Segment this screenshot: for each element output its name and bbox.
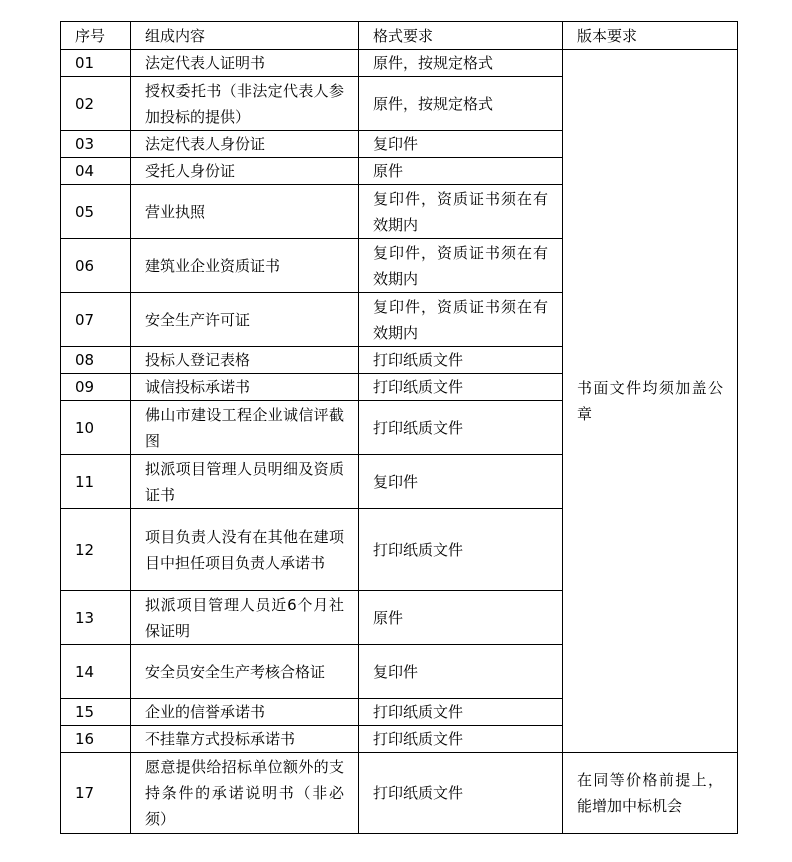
row-format: 打印纸质文件 bbox=[359, 401, 563, 455]
row-no: 17 bbox=[61, 753, 131, 834]
row-content: 拟派项目管理人员近6个月社保证明 bbox=[131, 591, 359, 645]
row-format: 打印纸质文件 bbox=[359, 753, 563, 834]
row-no: 11 bbox=[61, 455, 131, 509]
row-content: 企业的信誉承诺书 bbox=[131, 699, 359, 726]
row-no: 07 bbox=[61, 293, 131, 347]
row-no: 06 bbox=[61, 239, 131, 293]
requirements-table bbox=[60, 21, 738, 834]
row-content: 建筑业企业资质证书 bbox=[131, 239, 359, 293]
version-requirement-main: 书面文件均须加盖公章 bbox=[563, 50, 738, 753]
row-format: 原件 bbox=[359, 591, 563, 645]
row-content: 诚信投标承诺书 bbox=[131, 374, 359, 401]
row-no: 13 bbox=[61, 591, 131, 645]
row-content: 拟派项目管理人员明细及资质证书 bbox=[131, 455, 359, 509]
row-no: 12 bbox=[61, 509, 131, 591]
row-format: 复印件 bbox=[359, 455, 563, 509]
row-no: 03 bbox=[61, 131, 131, 158]
row-format: 打印纸质文件 bbox=[359, 374, 563, 401]
row-content: 项目负责人没有在其他在建项目中担任项目负责人承诺书 bbox=[131, 509, 359, 591]
row-format: 复印件，资质证书须在有效期内 bbox=[359, 185, 563, 239]
row-no: 16 bbox=[61, 726, 131, 753]
row-content: 佛山市建设工程企业诚信评截图 bbox=[131, 401, 359, 455]
row-format: 打印纸质文件 bbox=[359, 509, 563, 591]
row-format: 复印件，资质证书须在有效期内 bbox=[359, 293, 563, 347]
row-content: 法定代表人身份证 bbox=[131, 131, 359, 158]
row-no: 02 bbox=[61, 77, 131, 131]
row-no: 14 bbox=[61, 645, 131, 699]
row-format: 打印纸质文件 bbox=[359, 699, 563, 726]
header-version: 版本要求 bbox=[563, 22, 738, 50]
row-no: 05 bbox=[61, 185, 131, 239]
row-content: 受托人身份证 bbox=[131, 158, 359, 185]
row-format: 复印件，资质证书须在有效期内 bbox=[359, 239, 563, 293]
row-no: 01 bbox=[61, 50, 131, 77]
row-content: 愿意提供给招标单位额外的支持条件的承诺说明书（非必须） bbox=[131, 753, 359, 834]
row-format: 复印件 bbox=[359, 645, 563, 699]
row-no: 04 bbox=[61, 158, 131, 185]
row-format: 复印件 bbox=[359, 131, 563, 158]
row-format: 原件，按规定格式 bbox=[359, 50, 563, 77]
row-content: 授权委托书（非法定代表人参加投标的提供） bbox=[131, 77, 359, 131]
header-no: 序号 bbox=[61, 22, 131, 50]
row-content: 投标人登记表格 bbox=[131, 347, 359, 374]
row-content: 法定代表人证明书 bbox=[131, 50, 359, 77]
row-format: 打印纸质文件 bbox=[359, 726, 563, 753]
row-format: 原件，按规定格式 bbox=[359, 77, 563, 131]
row-content: 安全员安全生产考核合格证 bbox=[131, 645, 359, 699]
row-no: 08 bbox=[61, 347, 131, 374]
table-row bbox=[61, 753, 738, 834]
row-content: 不挂靠方式投标承诺书 bbox=[131, 726, 359, 753]
row-format: 打印纸质文件 bbox=[359, 347, 563, 374]
row-no: 15 bbox=[61, 699, 131, 726]
row-content: 安全生产许可证 bbox=[131, 293, 359, 347]
version-requirement-17: 在同等价格前提上，能增加中标机会 bbox=[563, 753, 738, 834]
row-no: 09 bbox=[61, 374, 131, 401]
table-row bbox=[61, 50, 738, 77]
row-no: 10 bbox=[61, 401, 131, 455]
header-format: 格式要求 bbox=[359, 22, 563, 50]
header-content: 组成内容 bbox=[131, 22, 359, 50]
table-header-row bbox=[61, 22, 738, 50]
row-content: 营业执照 bbox=[131, 185, 359, 239]
row-format: 原件 bbox=[359, 158, 563, 185]
